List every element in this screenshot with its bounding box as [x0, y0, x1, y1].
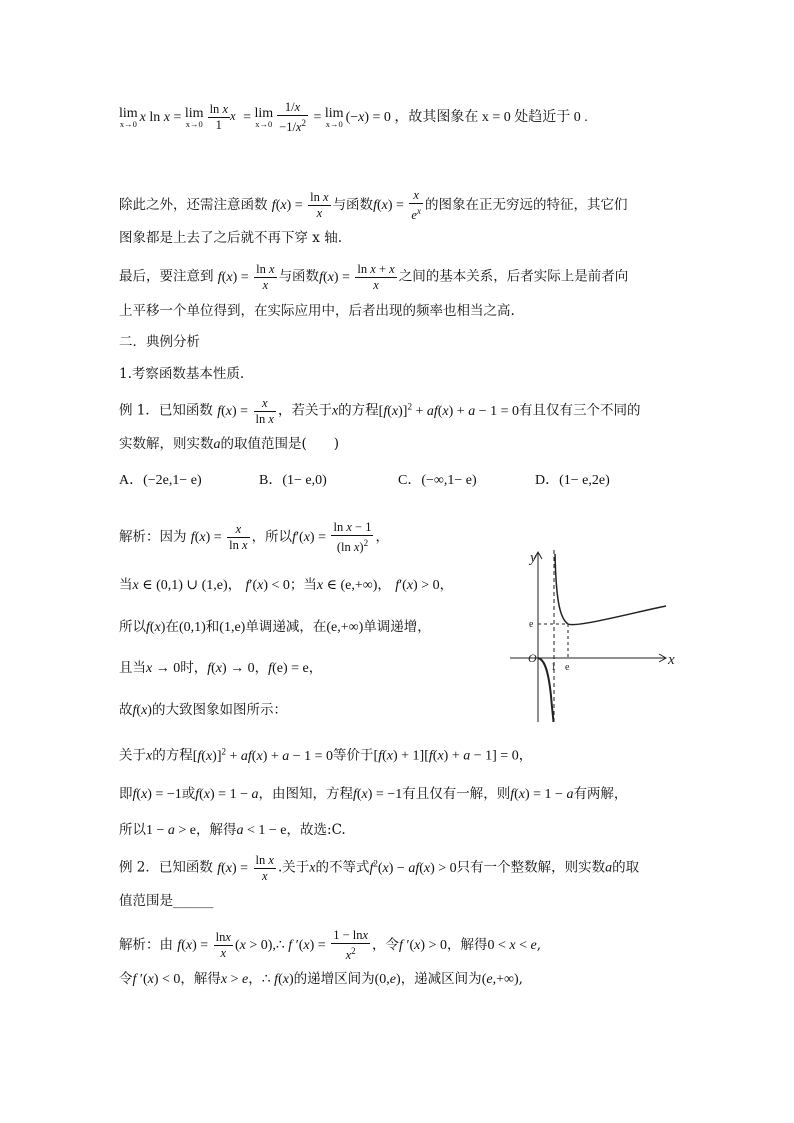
curve-right-branch [555, 554, 666, 625]
lim-operator: lim x→0 [254, 105, 274, 129]
solution-1-line-4: 且当x → 0时，f(x) → 0，f(e) = e， [119, 660, 323, 676]
solution-2-line-1: 解析：由 f(x) = $\frac{\ln x}{x}$ (x > 0),∴ f ′(x) = $\frac{1 - \ln x}{x^2}$ ，令f ′(x) > 0，解得0 < x < e, [119, 928, 541, 963]
tick-label-1: 1 [551, 662, 556, 673]
limit-conclusion: ，故其图象在 x = 0 处趋近于 0 . [394, 109, 588, 125]
example-1-line-1: 例 1．已知函数 f(x) = $\frac{x}{\text{ln x}}$ ，若关于x的方程$[f(x)]^2 + af(x) + a - 1 = 0$有且仅有三个不同的 [119, 396, 641, 426]
tick-label-e-x: e [565, 662, 570, 673]
lim-operator: lim x→0 [324, 105, 344, 129]
option-a[interactable]: A．(−2e,1− e) [119, 473, 202, 488]
example-2-line-2: 值范围是______ [119, 893, 214, 909]
paragraph-1-line-1: 除此之外，还需注意函数 f(x) = $\frac{\text{ln x}}{x}$ 与函数f(x) = $\frac{x}{e^x}$ 的图象在正无穷远的特征，其它们 [119, 188, 628, 223]
solution-1-line-8: 所以1 − a > e，解得a < 1 − e，故选:C. [119, 822, 346, 838]
option-c[interactable]: C．(−∞,1− e) [398, 473, 477, 488]
origin-label: O [528, 651, 537, 665]
option-b[interactable]: B．(1− e,0) [259, 473, 327, 488]
y-axis-label: y [530, 550, 537, 566]
paragraph-2-line-2: 上平移一个单位得到，在实际应用中，后者出现的频率也相当之高. [119, 303, 515, 319]
paragraph-2-line-1: 最后，要注意到 f(x) = $\frac{\text{ln x}}{x}$ 与函数f(x) = $\frac{\text{ln x + x}}{x}$ 之间的基本关系，后者实际上是前者向 [119, 262, 629, 292]
solution-1-line-5: 故f(x)的大致图象如图所示： [119, 702, 287, 718]
function-graph [496, 546, 680, 726]
paragraph-1-line-2: 图象都是上去了之后就不再下穿 x 轴. [119, 230, 342, 246]
lim-operator: lim x→0 [119, 105, 138, 129]
x-axis-label: x [668, 652, 675, 668]
solution-1-line-1: 解析：因为 f(x) = $\frac{x}{\text{ln x}}$ ，所以f′(x) = $\frac{\text{ln x − 1}}{(\ln x)^2}$ ， [119, 520, 389, 555]
solution-1-line-3: 所以f(x)在(0,1)和(1,e)单调递减，在(e,+∞)单调递增， [119, 619, 431, 635]
section-heading: 二．典例分析 [119, 334, 200, 350]
example-1-line-2: 实数解，则实数a的取值范围是( ) [119, 436, 340, 452]
solution-1-line-7: 即f(x) = −1或f(x) = 1 − a，由图知，方程f(x) = −1有且仅有一解，则f(x) = 1 − a有两解， [119, 786, 628, 802]
solution-1-line-6: 关于x的方程$[f(x)]^2 + af(x) + a - 1 = 0$等价于[f(x) + 1][f(x) + a − 1] = 0， [119, 746, 533, 764]
solution-2-line-2: 令f ′(x) < 0，解得x > e，∴ f(x)的递增区间为(0,e)，递减区间为(e,+∞), [119, 971, 523, 987]
option-d[interactable]: D．(1− e,2e) [535, 473, 610, 488]
subsection-heading: 1.考察函数基本性质. [119, 366, 245, 382]
example-2-line-1: 例 2．已知函数 f(x) = $\frac{\text{ln x}}{x}$ .关于x的不等式$f^2(x) - af(x) > 0$只有一个整数解，则实数a的取 [119, 853, 640, 883]
solution-1-line-2: 当x ∈ (0,1) ∪ (1,e)， f′(x) < 0；当x ∈ (e,+∞)， f′(x) > 0， [119, 577, 454, 593]
lim-operator: lim x→0 [184, 105, 204, 129]
limit-derivation: lim x→0 x ln x = lim x→0 $\frac{\text{ln x}}{1}$ x = lim x→0 $\frac{1/x}{-1/x^2}$ = lim x→0 (−x) = 0 ，故其图象在 x = 0 处趋近于 0 . [119, 100, 588, 135]
tick-label-e-y: e [529, 619, 534, 630]
